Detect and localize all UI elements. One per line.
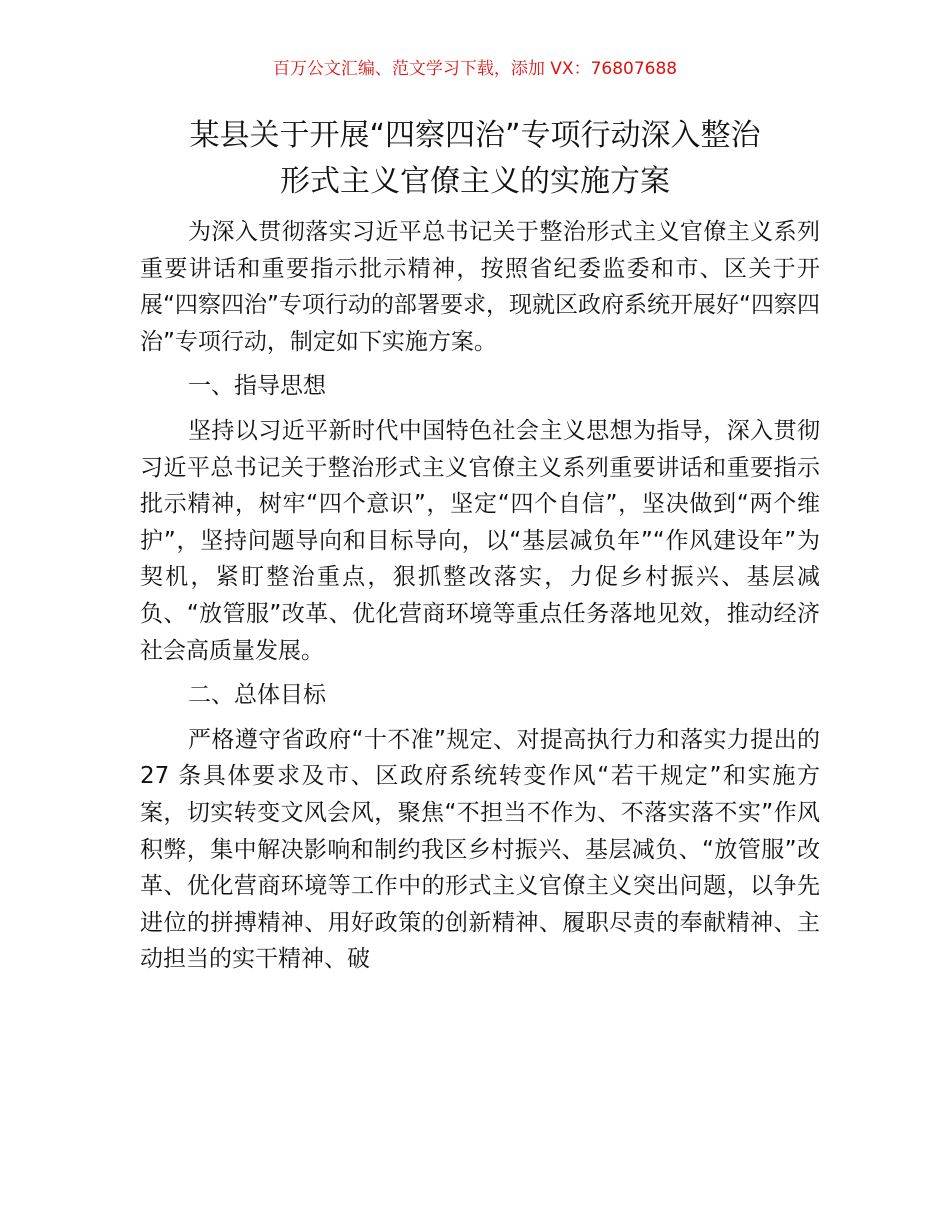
- title-line-1: 某县关于开展“四察四治”专项行动深入整治: [189, 118, 761, 153]
- document-title: [90, 113, 860, 205]
- section-heading-overall-goal: 二、总体目标: [188, 682, 326, 709]
- section-paragraph-guiding-thought: 坚持以习近平新时代中国特色社会主义思想为指导，深入贯彻习近平总书记关于整治形式主义官僚主义系列重要讲话和重要指示批示精神，树牢“四个意识”，坚定“四个自信”，坚决做到“两个维护”，坚持问题导向和目标导向，以“基层减负年”“作风建设年”为契机，紧盯整治重点，狠抓整改落实，力促乡村振兴、基层减负、“放管服”改革、优化营商环境等重点任务落地见效，推动经济社会高质量发展。: [140, 417, 820, 664]
- section-paragraph-overall-goal: 严格遵守省政府“十不准”规定、对提高执行力和落实力提出的 27 条具体要求及市、区政府系统转变作风“若干规定”和实施方案，切实转变文风会风，聚焦“不担当不作为、不落实落不实”作风积弊，集中解决影响和制约我区乡村振兴、基层减负、“放管服”改革、优化营商环境等工作中的形式主义官僚主义突出问题，以争先进位的拼搏精神、用好政策的创新精神、履职尽责的奉献精神、主动担当的实干精神、破: [140, 726, 820, 973]
- section-heading-guiding-thought: 一、指导思想: [188, 373, 326, 400]
- document-body: [140, 214, 820, 978]
- title-line-2: 形式主义官僚主义的实施方案: [280, 164, 670, 199]
- watermark-header: 百万公文汇编、范文学习下载，添加 VX：76807688: [272, 59, 678, 79]
- intro-paragraph: 为深入贯彻落实习近平总书记关于整治形式主义官僚主义系列重要讲话和重要指示批示精神，按照省纪委监委和市、区关于开展“四察四治”专项行动的部署要求，现就区政府系统开展好“四察四治”专项行动，制定如下实施方案。: [140, 219, 820, 355]
